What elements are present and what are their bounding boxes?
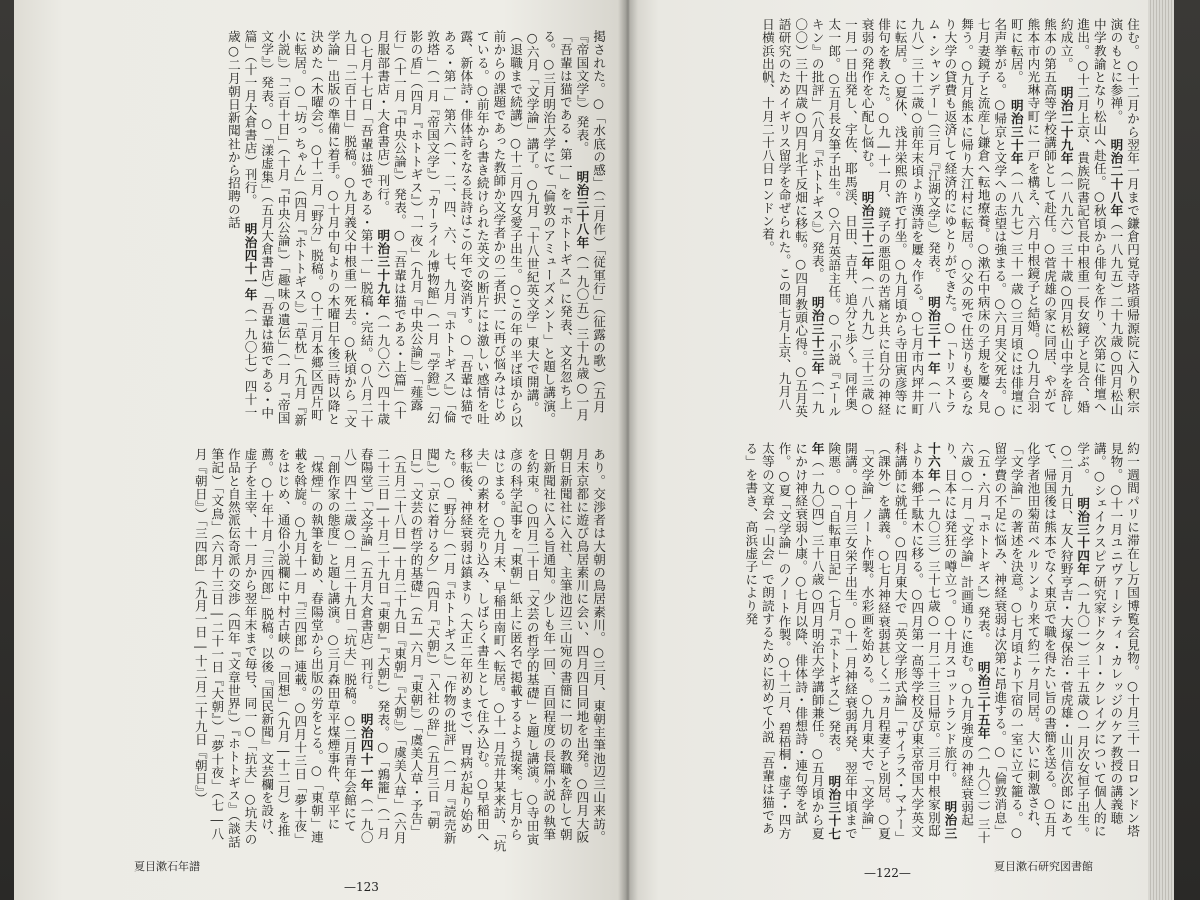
entry: 明治三十六年（一九〇三）三十七歳○一月二十三日帰京。三月中根家別邸より本郷千駄木に移る。○四月第一高等学校及び東京帝国大学英文科講師に就任。○四月東大で「英文学形式論」「サイラス・マナー」（課外）を講義。○七月神経衰弱甚しく二ヵ月程妻子と別居。○夏「文学論」ノート作製。水彩画を始める。○九月東大で「文学論」開講。○十月三女栄子出生。○十一月神経衰弱再発、翌年中頃まで険悪。○「自転車日記」（七月『ホトトギス』）発表。 — [826, 442, 958, 845]
year-heading: 明治三十九年 — [375, 228, 391, 308]
year-heading: 明治四十一年 — [358, 712, 374, 792]
entry: 明治四十一年（一九〇八）四十二歳○一月二十九日「坑夫」脱稿。○二月青年会館にて「創作家の態度」と題し講演。○三月森田草平煤煙事件、草平に「煤煙」の執筆を勧め、春陽堂から出版の労をとる。○「東朝」連載を斡旋。○九月十一月『三四郎』連載。○四月十三日「夢十夜」をはじめ、通俗小説欄に中村古峡の「回想」（九月―十二月）を推薦。○十年十月「三四郎」脱稿。以後『国民新聞』文芸欄を設け、虚子を主宰、十一月から翌年末まで毎号、同一○「抗夫」○坑夫の作品と自然派伝奇派の交渉（四年『文章世界』）『ホトトギス』（談話筆記）「文鳥」（六月十三日―二十一日『大朝』）「夢十夜」（七―八月『朝日』）「三四郎」（九月一日―十二月二十九日『朝日』） — [192, 448, 374, 849]
entry: 明治四十一年（一九〇七）四十一歳○二月朝日新聞社から招聘の話 — [225, 30, 258, 420]
year-heading: 明治三十五年 — [975, 660, 991, 740]
year-heading: 明治三十年 — [1008, 99, 1024, 165]
year-heading: 明治二十八年 — [1108, 138, 1124, 217]
entry: 明治三十五年（一九〇二）三十六歳○一月「文学論」計画通りに進む。○九月強度の神経衰弱起り、日本には発狂の噂立つ。○十月スコットランド旅行。 — [942, 442, 991, 845]
year-heading: 明治四十一年 — [242, 222, 258, 302]
year-heading: 明治三十四年 — [1075, 496, 1091, 576]
right-page — [626, 0, 1174, 900]
entry: 明治三十一年（一八九八）三十二歳○前年末頃より漢詩を屢々作る。○七月市内坪井町に転居。○夏休、浅井栄熙の許で打坐。○九月頃から寺田寅彦等に俳句を教えた。○九―十一月、鏡子の悪阻の苦痛と共に自分の神経衰弱の発作を心配し悩む。 — [859, 18, 941, 416]
left-footer: 夏目漱石年譜 — [134, 860, 200, 873]
entry: 明治三十二年（一八九九）三十三歳○一月一日出発し、宇佐、耶馬渓、日田、吉井、追分と歩く。同伴奥太一郎。○五月長女筆子出生。○六月英語主任。○「小説『エールキン』の批評」（八月『ホトトギス』）発表。 — [809, 18, 875, 419]
year-heading: 明治三十七年 — [809, 442, 842, 841]
entry: 明治三十八年（一九〇五）三十九歳○一月「吾輩は猫である・第一」を『ホトトギス』に発表、文名忽ち上る。○三月明治大学にて「倫敦のアミューズメント」と題し講演。○六月「文学論」講了。○九月「十八世紀英文学」東大で開講。（退職まで続講）○十二月四女愛子出生。○この年の半ば頃から以前からの課題であった教師か文学者かの二者択一に再び悩みはじめている。○前年から書き続けられた英文の断片には激しい感情を吐露、新体詩・俳体詩をなる長詩はこの年で姿消す。○「吾輩は猫である・第一」第六（一、二、四、六、七、九月『ホトトギス』）「倫敦塔」（一月『帝国文学』）「カーライル博物館」（一月『学鐙』）「幻影の盾」（四月『ホトトギス』）「一夜」（九月『中央公論』）「薤露行」（十一月『中央公論』）発表。○「吾輩は猫である・上篇」（十月服部書店・大倉書店）刊行。 — [375, 30, 590, 428]
left-lower-text — [41, 448, 606, 853]
entry: 明治三十四年（一九〇一）三十五歳○一月次女恒子出生。○二月九日、友人狩野亨吉・大塚保治・菅虎雄・山川信次郎にあてて、帰国後は熊本でなく東京で職を得たい旨の書簡を送る。○五月化学者池田菊苗ベルリンより来て約二ヶ月同居。大いに刺激され、「文学論」の著述を決意。○七月頃より下宿の一室に立て籠る。○留学費の不足に悩み、神経衰弱は次第に昂進する。○「倫敦消息」（五・六月『ホトトギス』）発表。 — [975, 442, 1091, 840]
entry: 約一週間パリに滞在し万国博覧会見物。○十月三十一日ロンドン塔見物。○十一月ユニヴァーシティ・カレッジのケア教授の講義聴講。○シェイクスピア研究家ドクター・クレイグについて個人的に学ぶ。 — [1075, 442, 1140, 838]
entry: 明治三十九年（一九〇六）四十歳○七月十七日「吾輩は猫である・第十一」脱稿・完結。○八月二十九日「二百十日」脱稿。○九月義父中根重一死去。○秋頃から「文学論」出版の準備に着手。○十月中旬よりの木曜日午後三時以降と決めた（木曜会）。○十二月「野分」脱稿。○十二月本郷区西片町に転居。○「坊っちゃん」（四月『ホトトギス』）「草枕」（九月『新小説』）「二百十日」（十月『中央公論』）「趣味の遺伝」（一月『帝国文学』）発表。○「漾虚集」（五月大倉書店）「吾輩は猫である・中篇」（十一月大倉書店）刊行。 — [242, 30, 391, 428]
year-heading: 明治三十一年 — [925, 296, 941, 375]
right-lower-text — [670, 442, 1140, 847]
year-heading: 明治二十九年 — [1058, 85, 1074, 165]
right-page-number: —122— — [864, 866, 911, 880]
year-heading: 明治三十三年 — [809, 296, 825, 375]
entry: 明治二十八年（一八九五）二十九歳○四月松山中学教諭となり松山へ赴任。○秋頃から俳句を作り、次第に俳壇へ進出。○十二月上京、貴族院書記官長中根重一長女鏡子と見合、婚約成立。 — [1058, 18, 1124, 416]
left-upper-text — [41, 30, 606, 430]
page-edges — [1148, 0, 1174, 900]
year-heading: 明治三十二年 — [859, 190, 875, 270]
entry: 明治三十三年（一九〇〇）三十四歳○四月北千反畑に移転。○四月教頭心得。○五月英語研究のためイギリス留学を命ぜられた。この間七月上京、九月八日横浜出帆、十月二十八日ロンドン着。 — [759, 18, 825, 419]
entry: 掲された。○「水底の感」（二月作）「従軍行」（征露の歌）（五月『帝国文学』）発表。 — [574, 30, 606, 414]
entry: 明治三十年（一八九七）三十一歳○三月頃には俳壇に名声挙がる。○帰京と文学への志望は強まる。○六月実父死去。○七月妻鏡子と流産し鎌倉へ転地療養。○漱石中病床の子規を屢々見舞う。○九月熊本に帰り大江村に転居。○父の死で仕送りも要らなり大学の貸費も返済して経済的にゆとりができた。○「トリストラム・シャンデー」（三月『江湖文学』）発表。 — [925, 18, 1024, 419]
right-upper-text — [670, 18, 1140, 423]
left-page-number: —123 — [344, 880, 379, 894]
entry: 明治二十九年（一八九六）三十歳○四月松山中学を辞し熊本の第五高等学校講師として赴任。○菅虎雄の家に同居、やがて熊本市内光琳寺町に一戸を構え、六月中根鏡子と結婚。○九月合羽町に転居。 — [1008, 18, 1074, 416]
year-heading: 明治三十八年 — [574, 170, 590, 249]
entry: 明治三十七年（一九〇四）三十八歳○四月明治大学講師兼任。○五月頃から夏にかけ神経衰弱小康。○七月以降、俳体詩・俳想詩・連句等を試作。○夏「文学論」のノート作製。○十二月、碧梧桐・虚子・四方太等の文章会「山会」で朗読するために初めて小説「吾輩は猫である」を書き、高浜虚子により発 — [743, 442, 842, 841]
book-gutter-shadow — [618, 0, 638, 900]
left-page — [14, 0, 626, 900]
year-heading: 明治三十六年 — [925, 442, 958, 840]
right-footer: 夏目漱石研究図書館 — [994, 860, 1093, 873]
entry: 住む。○十二月から翌年一月まで鎌倉円覚寺塔頭帰源院に入り釈宗演のもとに参禅。 — [1108, 18, 1140, 414]
entry: あり。交渉者は大朝の鳥居素川。○三月、東朝主筆池辺三山来訪。月末京都に遊び鳥居素川に会い、四月四日同地を出発。○四月大阪朝日新聞社に入社、主筆池辺三山宛の書簡に一切の教職を辞して朝日新聞社に入る旨通知。少しも年一回、百回程度の長篇小説の執筆を約束。○四月二十日「文芸の哲学的基礎」と題し講演。○寺田寅彦の科学記事を「東朝」紙上に匿名で掲載するよう提案。七月からはじまる。○九月末、早稲田南町へ転居。○十一月荒井某来訪、「坑夫」の素材を売り込み、しばらく書生として住み込む。○早稲田へ移転後、神経衰弱は鎮まり（大正二年初めまで）、胃病が起り始めた。○「野分」（一月『ホトトギス』）「作物の批評」（一月『読売新聞』）「京に着ける夕」（四月『大朝』）「入社の辞」（五月三日『朝日』）「文芸の哲学的基礎」（五―六月『東朝』）「虞美人草・予告」（五月二十八日―十月二十九日『東朝』『大朝』）「虞美人草」（六月二十三日―十月二十九日『東朝』『大朝』）発表。○「鶉籠」（一月春陽堂）「文学論」（五月大倉書店）刊行。 — [358, 448, 606, 853]
